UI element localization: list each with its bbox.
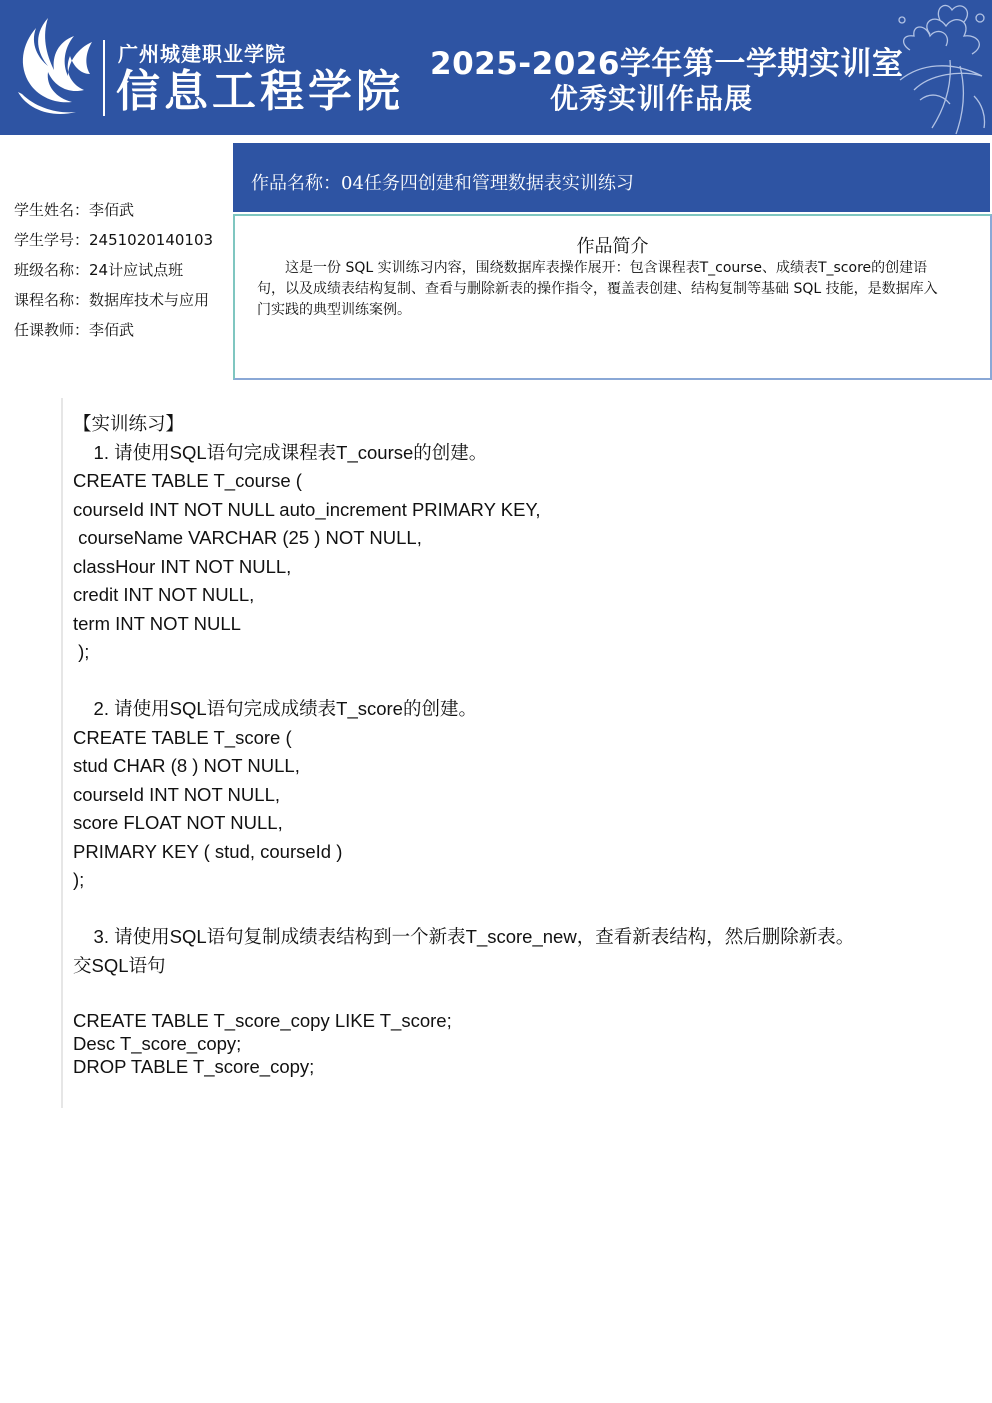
college-name: 信息工程学院 — [116, 66, 404, 117]
exercise-content — [73, 410, 973, 1078]
intro-heading: 作品简介 — [576, 236, 649, 257]
college-logo-icon — [8, 14, 94, 120]
content-line — [73, 980, 973, 1009]
content-line: 【实训练习】 — [73, 413, 185, 434]
content-line: CREATE TABLE T_score_copy LIKE T_score; — [73, 1009, 452, 1031]
content-line: credit INT NOT NULL, — [73, 584, 255, 605]
content-line: ); — [73, 641, 90, 662]
content-line: PRIMARY KEY ( stud, courseId ) — [73, 840, 343, 862]
content-line: 2. 请使用SQL语句完成成绩表T_score的创建。 — [73, 698, 477, 719]
work-title: 作品名称：04任务四创建和管理数据表实训练习 — [251, 173, 634, 194]
class-name: 班级名称：24计应试点班 — [14, 261, 184, 279]
content-line — [73, 895, 973, 924]
content-line: CREATE TABLE T_course ( — [73, 470, 302, 491]
work-title-bar — [233, 143, 990, 212]
content-left-rule — [61, 398, 63, 1108]
content-line: ); — [73, 869, 85, 890]
content-line: 3. 请使用SQL语句复制成绩表结构到一个新表T_score_new，查看新表结构，然后删除新表。 — [73, 926, 855, 947]
student-name: 学生姓名：李佰武 — [14, 201, 135, 219]
content-line: courseId INT NOT NULL, — [73, 783, 280, 805]
school-name: 广州城建职业学院 — [118, 42, 286, 66]
content-line: courseName VARCHAR (25 ) NOT NULL, — [73, 527, 422, 548]
content-line: term INT NOT NULL — [73, 612, 241, 634]
banner-title-line1: 2025-2026学年第一学期实训室 — [430, 46, 904, 82]
student-id: 学生学号：2451020140103 — [14, 231, 214, 249]
logo-divider — [103, 40, 105, 116]
content-line — [73, 667, 973, 696]
intro-box — [233, 214, 992, 380]
content-line: Desc T_score_copy; — [73, 1032, 242, 1054]
teacher-name: 任课教师：李佰武 — [14, 321, 135, 339]
content-line: 交SQL语句 — [73, 954, 166, 976]
content-line: DROP TABLE T_score_copy; — [73, 1055, 315, 1077]
content-line: stud CHAR (8 ) NOT NULL, — [73, 755, 300, 776]
banner-title-line2: 优秀实训作品展 — [550, 82, 754, 115]
student-info — [14, 195, 213, 345]
content-line: courseId INT NOT NULL auto_increment PRIMARY KEY, — [73, 498, 541, 520]
content-line: 1. 请使用SQL语句完成课程表T_course的创建。 — [73, 441, 488, 463]
lotus-decoration-icon — [890, 0, 992, 135]
header-banner — [0, 0, 992, 135]
content-line: score FLOAT NOT NULL, — [73, 812, 283, 833]
content-line: CREATE TABLE T_score ( — [73, 726, 292, 748]
content-line: classHour INT NOT NULL, — [73, 555, 292, 577]
course-name: 课程名称：数据库技术与应用 — [14, 291, 210, 309]
intro-text: 这是一份 SQL 实训练习内容，围绕数据库表操作展开：包含课程表T_course、成绩表T_score的创建语句，以及成绩表结构复制、查看与删除新表的操作指令，覆盖表创建、结构复制等基础 SQL 技能，是数据库入门实践的典型训练案例。 — [257, 260, 938, 318]
